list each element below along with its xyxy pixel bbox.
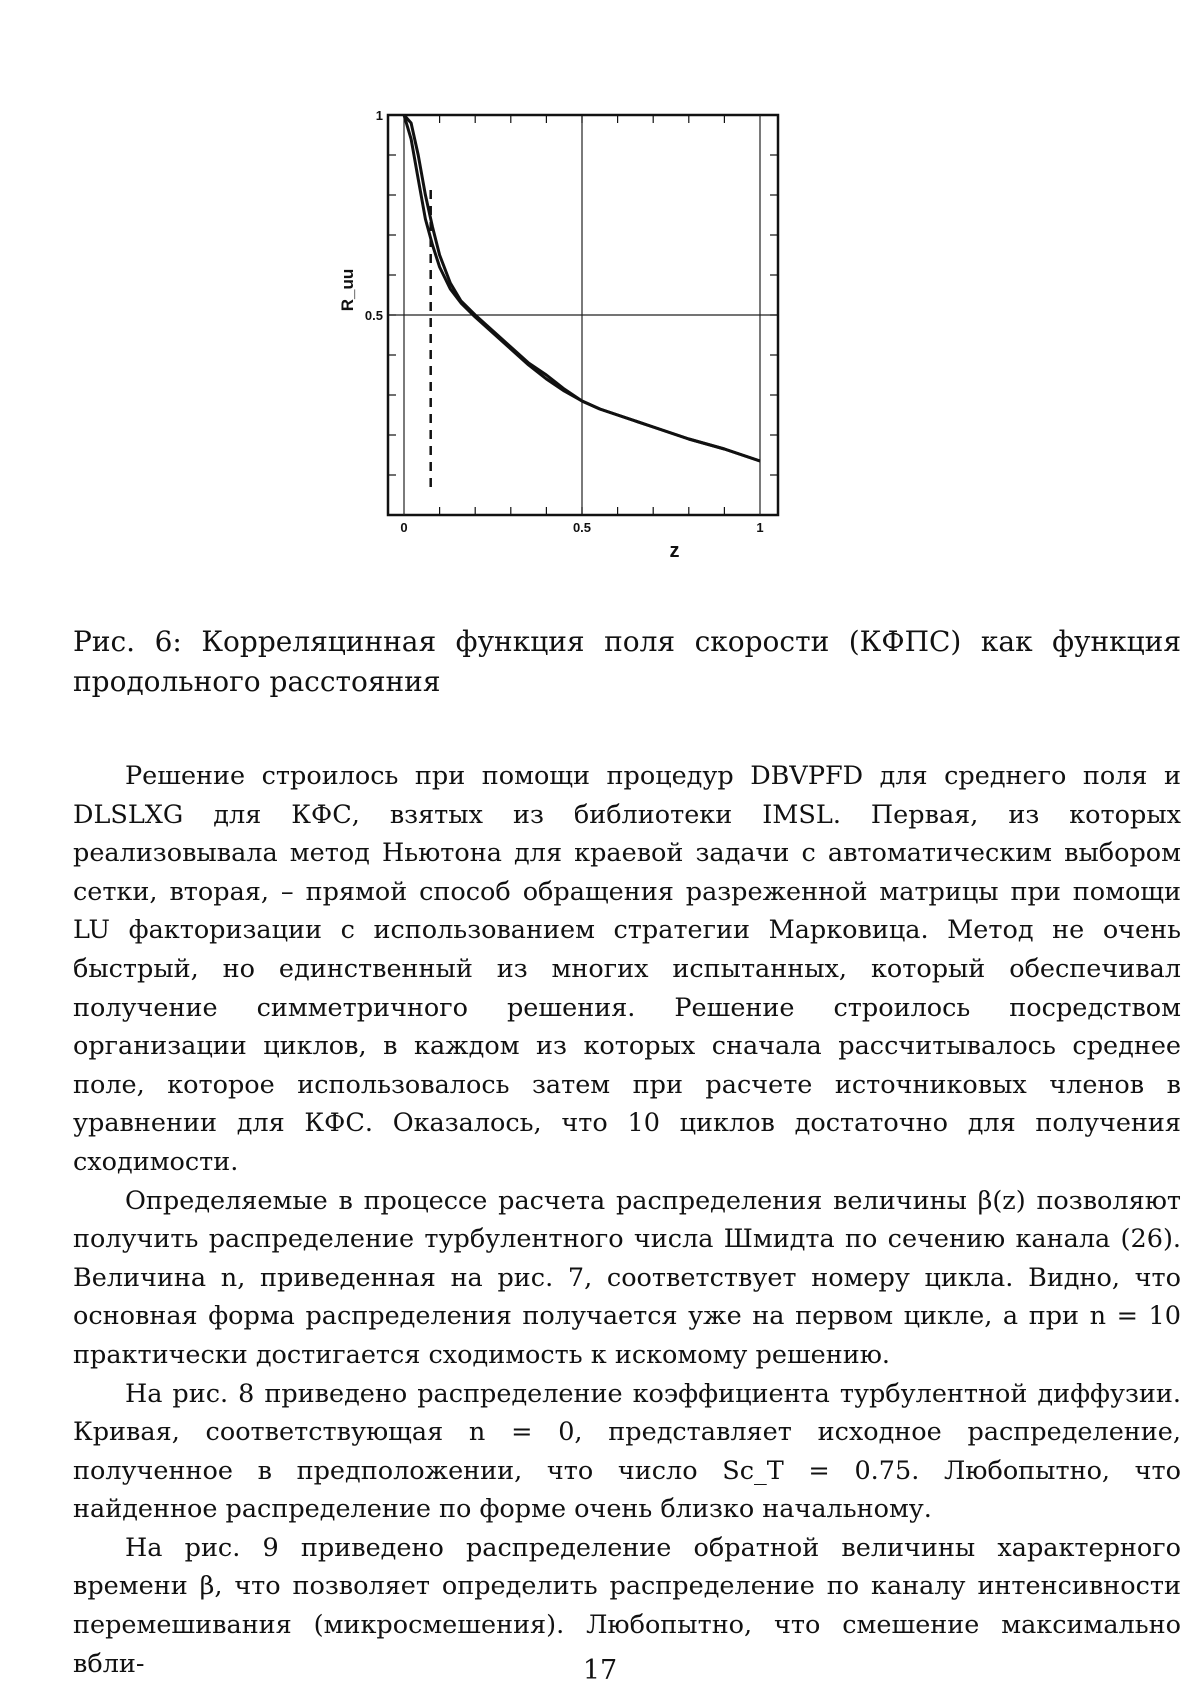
x-axis-label: z bbox=[669, 540, 680, 562]
paragraph-1: Решение строилось при помощи процедур DBVPFD для среднего поля и DLSLXG для КФС, взятых из библиотеки IMSL. Первая, из которых реализовывала метод Ньютона для краевой задачи с автоматическим выбором сетки, вторая, – прямой способ обращения разреженной матрицы при помощи LU факторизации с использованием стратегии Марковица. Метод не очень быстрый, но единственный из многих испытанных, который обеспечивал получение симметричного решения. Решение строилось посредством организации циклов, в каждом из которых сначала рассчитывалось среднее поле, которое использовалось затем при расчете источниковых членов в уравнении для КФС. Оказалось, что 10 циклов достаточно для получения сходимости. bbox=[73, 761, 1181, 1177]
y-axis-label: R_uu bbox=[338, 268, 357, 312]
x-tick-label: 0.5 bbox=[572, 520, 592, 535]
correlation-chart bbox=[338, 108, 860, 610]
x-tick-label: 0 bbox=[400, 520, 408, 535]
y-tick-label: 1 bbox=[375, 108, 383, 123]
figure-6 bbox=[338, 108, 860, 610]
paragraph-3: На рис. 8 приведено распределение коэффициента турбулентной диффузии. Кривая, соответствующая n = 0, представляет исходное распределение, полученное в предположении, что число Sc_T = 0.75. Любопытно, что найденное распределение по форме очень близко начальному. bbox=[73, 1378, 1181, 1525]
paragraph-2: Определяемые в процессе расчета распределения величины β(z) позволяют получить распределение турбулентного числа Шмидта по сечению канала (26). Величина n, приведенная на рис. 7, соответствует номеру цикла. Видно, что основная форма распределения получается уже на первом цикле, а при n = 10 практически достигается сходимость к искомому решению. bbox=[73, 1185, 1181, 1370]
figure-caption: Рис. 6: Корреляцинная функция поля скорости (КФПС) как функция продольного расстояния bbox=[73, 625, 1181, 698]
x-tick-label: 1 bbox=[756, 520, 764, 535]
page-number: 17 bbox=[582, 1655, 618, 1686]
body-text bbox=[73, 757, 1181, 1683]
paragraph-4: На рис. 9 приведено распределение обратной величины характерного времени β, что позволяет определить распределение по каналу интенсивности перемешивания (микросмешения). Любопытно, что смешение максимально вбли- bbox=[73, 1532, 1181, 1679]
y-tick-label: 0.5 bbox=[364, 308, 383, 323]
